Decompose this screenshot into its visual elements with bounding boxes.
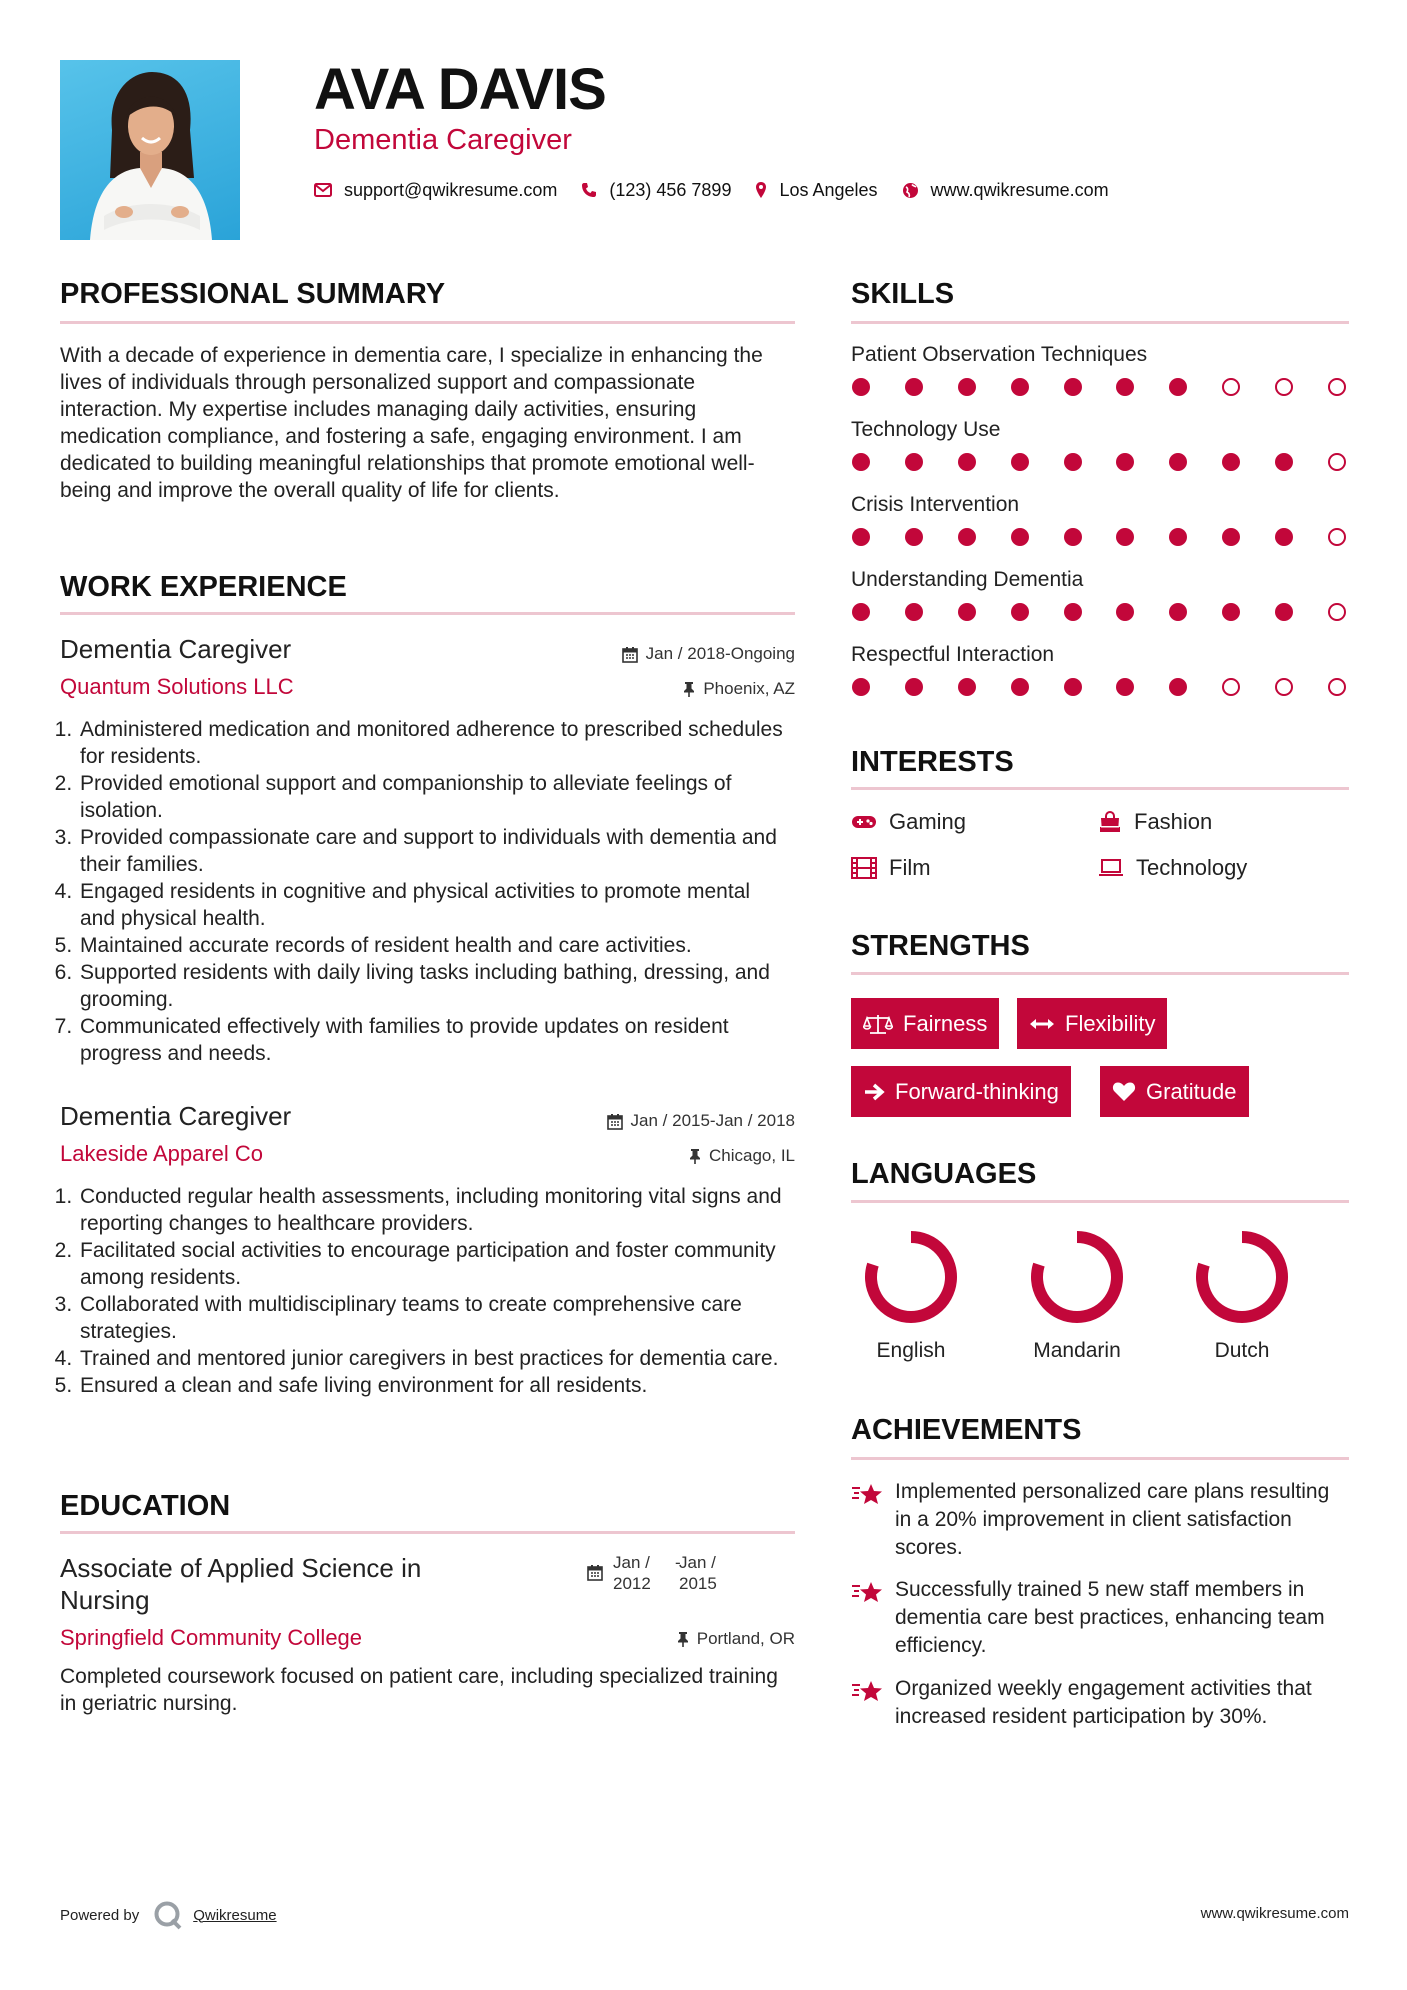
map-pin-icon (755, 181, 767, 199)
rating-dot-filled (1169, 453, 1187, 471)
education-dates (587, 1552, 747, 1596)
degree-title: Associate of Applied Science in Nursing (60, 1553, 422, 1615)
rating-dot-filled (1169, 378, 1187, 396)
duty-item: 5. Ensured a clean and safe living environment for all residents. (78, 1372, 785, 1399)
duties-list (60, 716, 785, 1067)
rating-dot-empty (1275, 378, 1293, 396)
strengths-heading: STRENGTHS (851, 930, 1030, 962)
rating-dot-filled (852, 378, 870, 396)
rating-dot-filled (1116, 678, 1134, 696)
rating-dot-filled (1116, 603, 1134, 621)
school-name: Springfield Community College (60, 1625, 363, 1650)
language-item (1017, 1220, 1137, 1370)
rating-dot-filled (1064, 453, 1082, 471)
rating-dot-filled (1222, 453, 1240, 471)
job-duties (60, 1183, 785, 1399)
rating-dot-filled (1064, 378, 1082, 396)
profile-photo (60, 60, 240, 240)
rating-dot-filled (852, 528, 870, 546)
rating-dot-filled (1169, 678, 1187, 696)
education-heading: EDUCATION (60, 1490, 231, 1522)
skill-rating (852, 453, 1346, 471)
duty-item: 7. Communicated effectively with families to provide updates on resident progress and needs. (78, 1013, 785, 1067)
location-text: Los Angeles (779, 179, 878, 200)
rating-dot-filled (1169, 603, 1187, 621)
rating-dot-filled (1011, 678, 1029, 696)
experience-heading: WORK EXPERIENCE (60, 571, 347, 603)
rating-dot-filled (1011, 603, 1029, 621)
rating-dot-filled (905, 678, 923, 696)
rating-dot-filled (1064, 528, 1082, 546)
education-end: Jan / 2015 (679, 1553, 717, 1593)
envelope-icon (314, 183, 332, 197)
section-divider (851, 787, 1349, 790)
interest-film: Film (851, 854, 931, 882)
skill-rating (852, 603, 1346, 621)
candidate-title: Dementia Caregiver (314, 124, 572, 156)
rating-dot-empty (1328, 528, 1346, 546)
candidate-name: AVA DAVIS (314, 57, 606, 122)
language-name: Dutch (1214, 1339, 1270, 1362)
rating-dot-empty (1328, 603, 1346, 621)
rating-dot-filled (852, 603, 870, 621)
rating-dot-filled (1275, 528, 1293, 546)
rating-dot-filled (1064, 678, 1082, 696)
skill-item (851, 417, 1349, 492)
skill-name: Technology Use (851, 418, 1001, 441)
skill-rating (852, 528, 1346, 546)
footer-website[interactable]: www.qwikresume.com (1200, 1905, 1349, 1922)
duty-item: 2. Provided emotional support and companionship to alleviate feelings of isolation. (78, 770, 785, 824)
job-company: Lakeside Apparel Co (60, 1141, 264, 1166)
job-date: Jan / 2018-Ongoing (622, 643, 795, 665)
interest-technology: Technology (1098, 854, 1247, 882)
duty-item: 3. Provided compassionate care and support to individuals with dementia and their families. (78, 824, 785, 878)
phone-icon (581, 182, 597, 198)
skills-heading: SKILLS (851, 278, 955, 310)
summary-heading: PROFESSIONAL SUMMARY (60, 278, 446, 310)
skill-item (851, 567, 1349, 642)
language-name: Mandarin (1033, 1339, 1121, 1362)
rating-dot-empty (1328, 378, 1346, 396)
skill-name: Respectful Interaction (851, 643, 1055, 666)
laptop-icon (1098, 859, 1124, 877)
balance-scale-icon (863, 1013, 893, 1035)
rating-dot-filled (852, 678, 870, 696)
education-location: Portland, OR (677, 1628, 795, 1650)
job-company: Quantum Solutions LLC (60, 674, 294, 699)
website-text: www.qwikresume.com (930, 179, 1109, 200)
rating-dot-empty (1275, 678, 1293, 696)
contact-website[interactable] (902, 180, 1109, 201)
arrows-horizontal-icon (1029, 1017, 1055, 1031)
contact-phone[interactable] (581, 180, 731, 201)
shooting-star-icon (851, 1578, 885, 1606)
skill-name: Patient Observation Techniques (851, 343, 1148, 366)
language-arc (1037, 1237, 1117, 1317)
education-description: Completed coursework focused on patient care, including specialized training in geriatric nursing. (60, 1665, 778, 1715)
achievement-item: Organized weekly engagement activities that increased resident participation by 30%. (851, 1675, 1349, 1731)
contact-email[interactable] (314, 180, 557, 201)
section-divider (60, 321, 795, 324)
duty-item: 3. Collaborated with multidisciplinary teams to create comprehensive care strategies. (78, 1291, 785, 1345)
shooting-star-icon (851, 1677, 885, 1705)
language-arc (871, 1237, 951, 1317)
contact-location (755, 180, 877, 201)
skill-item (851, 642, 1349, 717)
globe-icon (902, 182, 919, 199)
rating-dot-empty (1328, 678, 1346, 696)
skills-list (851, 342, 1349, 717)
contact-bar (314, 176, 1133, 204)
job-title: Dementia Caregiver (60, 1101, 292, 1131)
duty-item: 5. Maintained accurate records of resident health and care activities. (78, 932, 785, 959)
rating-dot-filled (905, 453, 923, 471)
language-item (1182, 1220, 1302, 1370)
calendar-icon (607, 1113, 623, 1130)
date-separator: - (675, 1553, 681, 1572)
rating-dot-filled (1011, 453, 1029, 471)
achievements-heading: ACHIEVEMENTS (851, 1414, 1082, 1446)
duties-list (60, 1183, 785, 1399)
interest-fashion: Fashion (1098, 808, 1212, 836)
strength-flexibility: Flexibility (1017, 998, 1167, 1049)
email-text: support@qwikresume.com (344, 179, 558, 200)
rating-dot-filled (958, 453, 976, 471)
education-start: Jan / 2012 (613, 1553, 651, 1593)
pushpin-icon (689, 1148, 701, 1165)
rating-dot-filled (1011, 378, 1029, 396)
rating-dot-filled (1222, 603, 1240, 621)
skill-name: Understanding Dementia (851, 568, 1084, 591)
rating-dot-filled (852, 453, 870, 471)
rating-dot-filled (958, 528, 976, 546)
rating-dot-filled (1275, 453, 1293, 471)
rating-dot-filled (958, 678, 976, 696)
duty-item: 1. Administered medication and monitored adherence to prescribed schedules for residents. (78, 716, 785, 770)
language-arc (1202, 1237, 1282, 1317)
rating-dot-filled (1011, 528, 1029, 546)
rating-dot-filled (905, 603, 923, 621)
languages-heading: LANGUAGES (851, 1158, 1037, 1190)
rating-dot-empty (1328, 453, 1346, 471)
job-location: Chicago, IL (689, 1145, 795, 1167)
film-icon (851, 857, 877, 879)
rating-dot-filled (905, 528, 923, 546)
section-divider (851, 1457, 1349, 1460)
skill-rating (852, 678, 1346, 696)
rating-dot-filled (1064, 603, 1082, 621)
footer-powered-by: Powered by Qwikresume (60, 1900, 277, 1930)
section-divider (60, 1531, 795, 1534)
rating-dot-filled (958, 603, 976, 621)
language-name: English (876, 1339, 946, 1362)
duty-item: 1. Conducted regular health assessments, including monitoring vital signs and reporting changes to healthcare providers. (78, 1183, 785, 1237)
pushpin-icon (677, 1631, 689, 1648)
duty-item: 4. Engaged residents in cognitive and physical activities to promote mental and physical health. (78, 878, 785, 932)
duty-item: 6. Supported residents with daily living tasks including bathing, dressing, and grooming. (78, 959, 785, 1013)
language-meter (1025, 1225, 1129, 1329)
job-location: Phoenix, AZ (683, 678, 795, 700)
strength-gratitude: Gratitude (1100, 1066, 1249, 1117)
summary-text: With a decade of experience in dementia care, I specialize in enhancing the lives of individuals through personalized support and compassionate interaction. My expertise includes managing daily activities, ensuring medication compliance, and fostering a safe, engaging environment. I am dedicated to building meaningful relationships that promote emotional well-being and improve the overall quality of life for clients. (60, 344, 763, 502)
section-divider (851, 321, 1349, 324)
job-title: Dementia Caregiver (60, 634, 292, 664)
language-item (851, 1220, 971, 1370)
pushpin-icon (683, 681, 695, 698)
section-divider (60, 612, 795, 615)
rating-dot-empty (1222, 678, 1240, 696)
strength-fairness: Fairness (851, 998, 999, 1049)
language-meter (1190, 1225, 1294, 1329)
gamepad-icon (851, 814, 877, 830)
shooting-star-icon (851, 1480, 885, 1508)
skill-rating (852, 378, 1346, 396)
language-meter (859, 1225, 963, 1329)
section-divider (851, 972, 1349, 975)
rating-dot-filled (958, 378, 976, 396)
rating-dot-filled (1169, 528, 1187, 546)
strength-forward-thinking: Forward-thinking (851, 1066, 1071, 1117)
rating-dot-filled (1275, 603, 1293, 621)
interests-heading: INTERESTS (851, 746, 1014, 778)
brand-link[interactable]: Qwikresume (193, 1906, 277, 1924)
skill-item (851, 342, 1349, 417)
qwikresume-logo-icon (153, 1900, 183, 1930)
skill-name: Crisis Intervention (851, 493, 1020, 516)
achievement-item: Implemented personalized care plans resulting in a 20% improvement in client satisfaction scores. (851, 1478, 1349, 1562)
duty-item: 2. Facilitated social activities to encourage participation and foster community among residents. (78, 1237, 785, 1291)
heart-icon (1112, 1081, 1136, 1102)
shopping-bag-icon (1098, 811, 1122, 833)
rating-dot-filled (1116, 453, 1134, 471)
calendar-icon (622, 646, 638, 663)
job-duties (60, 716, 785, 1067)
section-divider (851, 1200, 1349, 1203)
rating-dot-filled (1116, 378, 1134, 396)
rating-dot-filled (1116, 528, 1134, 546)
interest-gaming: Gaming (851, 808, 966, 836)
calendar-icon (587, 1564, 603, 1581)
rating-dot-filled (1222, 528, 1240, 546)
rating-dot-filled (905, 378, 923, 396)
arrow-right-icon (863, 1082, 885, 1102)
rating-dot-empty (1222, 378, 1240, 396)
achievement-item: Successfully trained 5 new staff members in dementia care best practices, enhancing team efficiency. (851, 1576, 1349, 1660)
duty-item: 4. Trained and mentored junior caregivers in best practices for dementia care. (78, 1345, 785, 1372)
job-date: Jan / 2015-Jan / 2018 (607, 1110, 795, 1132)
skill-item (851, 492, 1349, 567)
phone-text: (123) 456 7899 (609, 179, 732, 200)
